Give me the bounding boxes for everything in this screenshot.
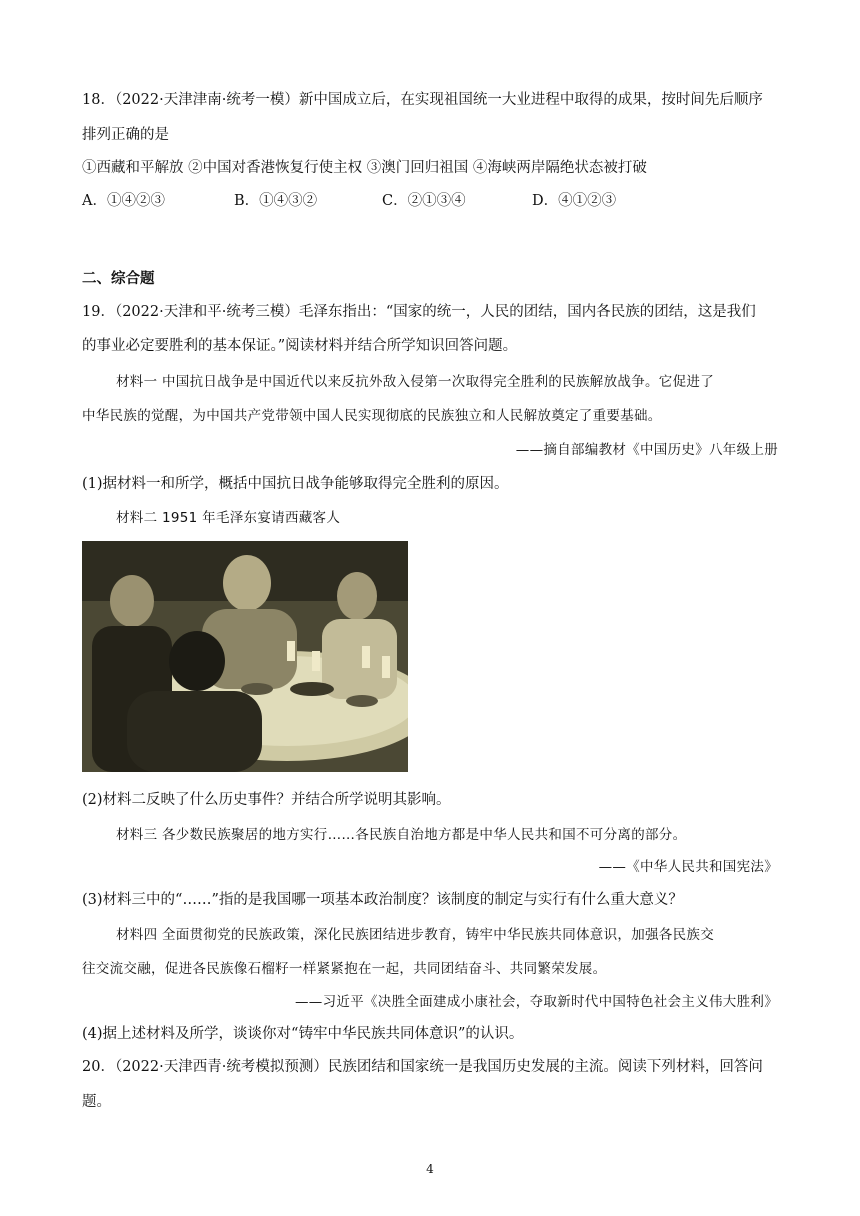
q20-stem-line2: 题。 bbox=[82, 1094, 111, 1110]
banquet-photo bbox=[82, 541, 408, 772]
sub-question-4: (4)据上述材料及所学，谈谈你对“铸牢中华民族共同体意识”的认识。 bbox=[82, 1026, 524, 1042]
material4-line2: 往交流交融，促进各民族像石榴籽一样紧紧抱在一起，共同团结奋斗、共同繁荣发展。 bbox=[82, 961, 607, 977]
option-b: B．①④③② bbox=[234, 193, 318, 209]
material1-line1: 材料一 中国抗日战争是中国近代以来反抗外敌入侵第一次取得完全胜利的民族解放战争。它促进了 bbox=[116, 374, 714, 390]
section-title: 二、综合题 bbox=[82, 270, 155, 287]
option-a: A．①④②③ bbox=[82, 193, 165, 209]
q19-stem-line2: 的事业必定要胜利的基本保证。”阅读材料并结合所学知识回答问题。 bbox=[82, 338, 518, 354]
material2-title: 材料二 1951 年毛泽东宴请西藏客人 bbox=[116, 510, 341, 526]
q18-stem-line2: 排列正确的是 bbox=[82, 127, 169, 143]
q18-statements: ①西藏和平解放 ②中国对香港恢复行使主权 ③澳门回归祖国 ④海峡两岸隔绝状态被打破 bbox=[82, 160, 647, 176]
sub-question-3: (3)材料三中的“……”指的是我国哪一项基本政治制度？该制度的制定与实行有什么重大意义？ bbox=[82, 892, 683, 908]
material1-line2: 中华民族的觉醒，为中国共产党带领中国人民实现彻底的民族独立和人民解放奠定了重要基础。 bbox=[82, 408, 662, 424]
material3-line1: 材料三 各少数民族聚居的地方实行……各民族自治地方都是中华人民共和国不可分离的部分。 bbox=[116, 827, 687, 843]
q18-options bbox=[82, 191, 782, 211]
q18-stem-line1: 18．（2022·天津津南·统考一模）新中国成立后，在实现祖国统一大业进程中取得的成果，按时间先后顺序 bbox=[82, 92, 763, 108]
material4-source: ——习近平《决胜全面建成小康社会，夺取新时代中国特色社会主义伟大胜利》 bbox=[295, 994, 778, 1010]
option-c: C．②①③④ bbox=[382, 193, 466, 209]
sub-question-2: (2)材料二反映了什么历史事件？并结合所学说明其影响。 bbox=[82, 792, 451, 808]
q20-stem-line1: 20．（2022·天津西青·统考模拟预测）民族团结和国家统一是我国历史发展的主流。阅读下列材料，回答问 bbox=[82, 1059, 763, 1075]
sub-question-1: (1)据材料一和所学，概括中国抗日战争能够取得完全胜利的原因。 bbox=[82, 476, 509, 492]
page-number: 4 bbox=[426, 1162, 434, 1176]
material3-source: ——《中华人民共和国宪法》 bbox=[598, 859, 778, 875]
material1-source: ——摘自部编教材《中国历史》八年级上册 bbox=[515, 442, 778, 458]
material4-line1: 材料四 全面贯彻党的民族政策，深化民族团结进步教育，铸牢中华民族共同体意识，加强各民族交 bbox=[116, 927, 714, 943]
option-d: D．④①②③ bbox=[532, 193, 617, 209]
q19-stem-line1: 19．（2022·天津和平·统考三模）毛泽东指出：“国家的统一，人民的团结，国内各民族的团结，这是我们 bbox=[82, 304, 756, 320]
